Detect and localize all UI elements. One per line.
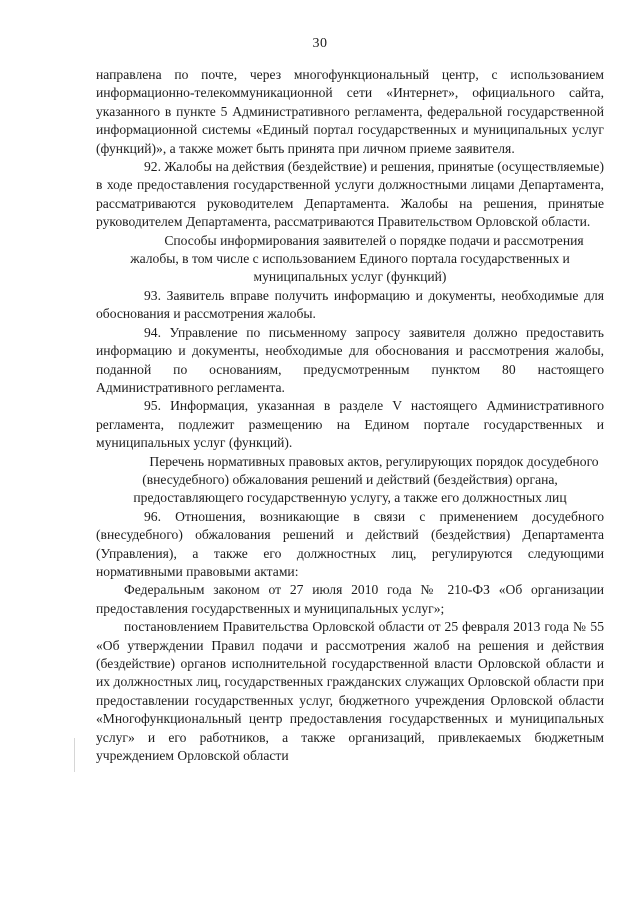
paragraph-95: 95. Информация, указанная в разделе V настоящего Административного регламента, подлежит размещению на Едином портале государственных и муниципальных услуг (функций). — [96, 398, 604, 451]
section-heading-informing: Способы информирования заявителей о порядке подачи и рассмотрения жалобы, в том числе с использованием Единого портала государственных и муниципальных услуг (функций) — [130, 232, 584, 285]
paragraph-94: 94. Управление по письменному запросу заявителя должно предоставить информацию и документы, необходимые для обоснования и рассмотрения жалобы, поданной по основаниям, предусмотренным пунктом 80 настоящего Административного регламента. — [96, 324, 604, 395]
paragraph-continuation: направлена по почте, через многофункциональный центр, с использованием информационно-телекоммуникационной сети «Интернет», официального сайта, указанного в пункте 5 Административного регламента, федеральной государственной информационной системы «Единый портал государственных и муниципальных услуг (функций)», а также может быть принята при личном приеме заявителя. — [96, 67, 604, 156]
section-heading-legal-acts: Перечень нормативных правовых актов, регулирующих порядок досудебного (внесудебного) обжалования решений и действий (бездействия) органа, предоставляющего государственную услугу, а также его должностных лиц — [133, 453, 599, 506]
document-body — [96, 66, 604, 765]
paragraph-resolution: постановлением Правительства Орловской области от 25 февраля 2013 года № 55 «Об утверждении Правил подачи и рассмотрения жалоб на решения и действия (бездействие) органов исполнительной государственной власти Орловской области и их должностных лиц, государственных гражданских служащих Орловской области при предоставлении государственных услуг, бюджетного учреждения Орловской области «Многофункциональный центр предоставления государственных и муниципальных услуг» и его работников, а также организаций, привлекаемых бюджетным учреждением Орловской области — [96, 619, 604, 764]
paragraph-92: 92. Жалобы на действия (бездействие) и решения, принятые (осуществляемые) в ходе предоставления государственной услуги должностными лицами Департамента, рассматриваются руководителем Департамента. Жалобы на решения, принятые руководителем Департамента, рассматриваются Правительством Орловской области. — [96, 159, 604, 230]
paragraph-93: 93. Заявитель вправе получить информацию и документы, необходимые для обоснования и рассмотрения жалобы. — [96, 287, 604, 322]
page-number: 30 — [312, 36, 328, 51]
paragraph-96: 96. Отношения, возникающие в связи с применением досудебного (внесудебного) обжалования решений и действий (бездействия) Департамента (Управления), а также его должностных лиц, регулируются следующими нормативными правовыми актами: — [96, 508, 604, 579]
paragraph-federal-law: Федеральным законом от 27 июля 2010 года № 210-ФЗ «Об организации предоставления государственных и муниципальных услуг»; — [96, 582, 604, 616]
scan-artifact-mark — [74, 738, 75, 772]
